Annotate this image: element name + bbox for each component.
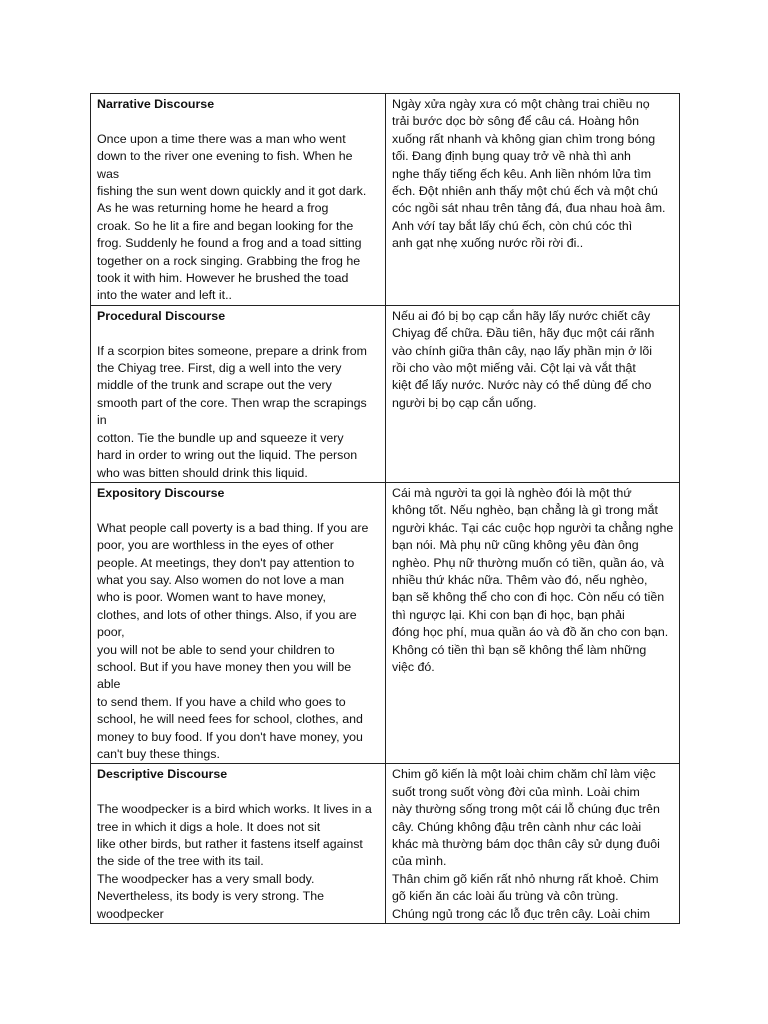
text-line: who was bitten should drink this liquid. <box>97 465 308 480</box>
text-line: people. At meetings, they don't pay attention to <box>97 555 355 570</box>
section-heading-expository: Expository Discourse <box>97 485 225 500</box>
text-line: xuống rất nhanh và không gian chìm trong bóng <box>392 131 656 146</box>
text-line: cotton. Tie the bundle up and squeeze it very <box>97 430 344 445</box>
discourse-table <box>90 93 680 924</box>
text-line: able <box>97 677 121 692</box>
text-line: suốt trong suốt vòng đời của mình. Loài chim <box>392 784 640 799</box>
text-line: Nevertheless, its body is very strong. The <box>97 889 325 904</box>
text-line: what you say. Also women do not love a man <box>97 572 345 587</box>
text-line: The woodpecker is a bird which works. It lives in a <box>97 802 372 817</box>
text-line: không tốt. Nếu nghèo, bạn chẳng là gì trong mắt <box>392 503 658 518</box>
text-line: tree in which it digs a hole. It does not sit <box>97 819 321 834</box>
text-line: croak. So he lit a fire and began looking for the <box>97 218 354 233</box>
text-line: to send them. If you have a child who goes to <box>97 694 346 709</box>
text-line: the Chiyag tree. First, dig a well into the very <box>97 361 342 376</box>
text-line: nhiều thứ khác nữa. Thêm vào đó, nếu nghèo, <box>392 572 648 587</box>
english-cell-expository <box>91 482 386 763</box>
text-line: As he was returning home he heard a frog <box>97 201 329 216</box>
text-line: nghe thấy tiếng ếch kêu. Anh liền nhóm lửa tìm <box>392 166 652 181</box>
text-line: của mình. <box>392 854 447 869</box>
text-line: woodpecker <box>97 906 164 921</box>
text-line: The woodpecker has a very small body. <box>97 871 315 886</box>
text-line: What people call poverty is a bad thing. If you are <box>97 520 369 535</box>
text-line: trải bước dọc bờ sông để câu cá. Hoàng hôn <box>392 114 640 129</box>
english-cell-descriptive <box>91 764 386 924</box>
text-line: you will not be able to send your children to <box>97 642 335 657</box>
table-row-procedural <box>91 305 680 482</box>
text-line: money to buy food. If you don't have money, you <box>97 729 363 744</box>
english-text-narrative <box>97 131 379 305</box>
text-line: can't buy these things. <box>97 746 220 761</box>
text-line: đóng học phí, mua quần áo và đồ ăn cho con bạn. <box>392 625 669 640</box>
text-line: frog. Suddenly he found a frog and a toad sitting <box>97 236 362 251</box>
section-heading-procedural: Procedural Discourse <box>97 308 226 323</box>
text-line: này thường sống trong một cái lỗ chúng đục trên <box>392 802 660 817</box>
text-line: cây. Chúng không đậu trên cành như các loài <box>392 819 642 834</box>
text-line: was <box>97 166 120 181</box>
text-line: Chiyag để chữa. Đầu tiên, hãy đục một cái rãnh <box>392 326 655 341</box>
text-line: Cái mà người ta gọi là nghèo đói là một thứ <box>392 485 632 500</box>
text-line: smooth part of the core. Then wrap the scrapings <box>97 395 367 410</box>
vietnamese-text-descriptive <box>392 766 673 923</box>
text-line: Once upon a time there was a man who went <box>97 131 346 146</box>
text-line: poor, you are worthless in the eyes of other <box>97 538 334 553</box>
vietnamese-cell-narrative <box>386 94 680 306</box>
text-line: cóc ngồi sát nhau trên tảng đá, đua nhau hoà âm. <box>392 201 666 216</box>
english-cell-procedural <box>91 305 386 482</box>
english-cell-narrative <box>91 94 386 306</box>
text-line: nghèo. Phụ nữ thường muốn có tiền, quần áo, và <box>392 555 665 570</box>
english-text-expository <box>97 520 379 764</box>
text-line: bạn sẽ không thể cho con đi học. Còn nếu có tiền <box>392 590 665 605</box>
vietnamese-cell-expository <box>386 482 680 763</box>
text-line: took it with him. However he brushed the toad <box>97 271 349 286</box>
text-line: người bị bọ cạp cắn uống. <box>392 395 537 410</box>
text-line: the side of the tree with its tail. <box>97 854 264 869</box>
text-line: anh gạt nhẹ xuống nước rồi rời đi.. <box>392 236 584 251</box>
text-line: Không có tiền thì bạn sẽ không thể làm những <box>392 642 647 657</box>
text-line: kiệt để lấy nước. Nước này có thể dùng để cho <box>392 378 652 393</box>
text-line: fishing the sun went down quickly and it got dark. <box>97 184 367 199</box>
text-line: clothes, and lots of other things. Also, if you are <box>97 607 357 622</box>
table-row-expository <box>91 482 680 763</box>
english-text-procedural <box>97 343 379 482</box>
text-line: Chúng ngủ trong các lỗ đục trên cây. Loài chim <box>392 906 651 921</box>
text-line: bạn nói. Mà phụ nữ cũng không yêu đàn ông <box>392 538 639 553</box>
text-line: việc đó. <box>392 659 435 674</box>
vietnamese-text-procedural <box>392 308 673 412</box>
text-line: Nếu ai đó bị bọ cạp cắn hãy lấy nước chiết cây <box>392 308 651 323</box>
text-line: like other birds, but rather it fastens itself against <box>97 837 363 851</box>
text-line: in <box>97 413 107 428</box>
text-line: school, he will need fees for school, clothes, and <box>97 712 363 727</box>
text-line: school. But if you have money then you will be <box>97 659 352 674</box>
text-line: tối. Đang định bụng quay trở về nhà thì anh <box>392 149 631 164</box>
vietnamese-text-narrative <box>392 96 673 253</box>
text-line: gõ kiến ăn các loài ấu trùng và côn trùng. <box>392 889 619 904</box>
text-line: hard in order to wring out the liquid. The person <box>97 448 358 463</box>
text-line: together on a rock singing. Grabbing the frog he <box>97 253 361 268</box>
text-line: who is poor. Women want to have money, <box>97 590 326 605</box>
text-line: If a scorpion bites someone, prepare a drink from <box>97 343 367 358</box>
table-row-narrative <box>91 94 680 306</box>
text-line: rồi cho vào một miếng vải. Cột lại và vắt thật <box>392 361 636 376</box>
vietnamese-text-expository <box>392 485 673 676</box>
text-line: Chim gõ kiến là một loài chim chăm chỉ làm việc <box>392 767 656 782</box>
text-line: ếch. Đột nhiên anh thấy một chú ếch và một chú <box>392 184 658 199</box>
text-line: Thân chim gõ kiến rất nhỏ nhưng rất khoẻ. Chim <box>392 871 659 886</box>
text-line: Anh vớí tay bắt lấy chú ếch, còn chú cóc thì <box>392 218 633 233</box>
text-line: khác mà thường bám dọc thân cây sử dụng đuôi <box>392 837 660 852</box>
text-line: poor, <box>97 625 125 640</box>
text-line: Ngày xửa ngày xưa có một chàng trai chiều nọ <box>392 97 650 111</box>
vietnamese-cell-procedural <box>386 305 680 482</box>
section-heading-narrative: Narrative Discourse <box>97 97 215 111</box>
section-heading-descriptive: Descriptive Discourse <box>97 767 228 782</box>
vietnamese-cell-descriptive <box>386 764 680 924</box>
text-line: vào chính giữa thân cây, nạo lấy phần mịn ở lõi <box>392 343 653 358</box>
text-line: thì ngược lại. Khi con bạn đi học, bạn phải <box>392 607 625 622</box>
table-row-descriptive <box>91 764 680 924</box>
text-line: người khác. Tại các cuộc họp người ta chẳng nghe <box>392 520 674 535</box>
text-line: down to the river one evening to fish. When he <box>97 149 353 164</box>
text-line: middle of the trunk and scrape out the very <box>97 378 332 393</box>
text-line: into the water and left it.. <box>97 288 232 303</box>
english-text-descriptive <box>97 801 379 923</box>
